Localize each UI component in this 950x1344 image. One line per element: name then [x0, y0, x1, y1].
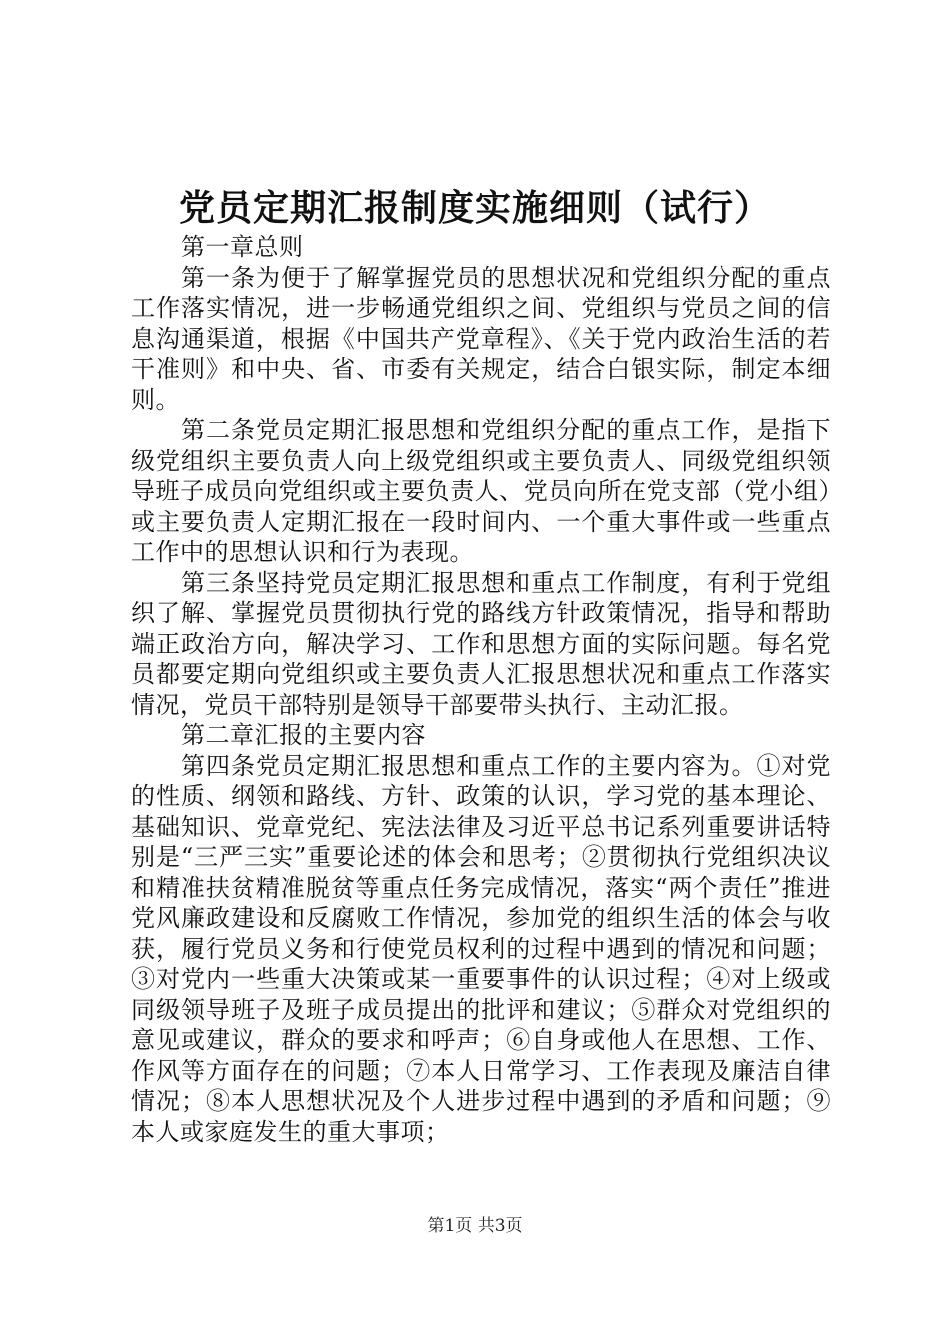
article-3-paragraph: 第三条坚持党员定期汇报思想和重点工作制度，有利于党组织了解、掌握党员贯彻执行党的路线方针政策情况，指导和帮助端正政治方向，解决学习、工作和思想方面的实际问题。每名党员都要定期向党组织或主要负责人汇报思想状况和重点工作落实情况，党员干部特别是领导干部要带头执行、主动汇报。	[131, 568, 831, 719]
document-body	[131, 232, 831, 1147]
chapter-heading-2: 第二章汇报的主要内容	[181, 721, 426, 749]
page-number-footer: 第1页 共3页	[427, 1216, 523, 1236]
chapter-heading-1: 第一章总则	[181, 233, 304, 261]
article-4-paragraph: 第四条党员定期汇报思想和重点工作的主要内容为。①对党的性质、纲领和路线、方针、政策的认识，学习党的基本理论、基础知识、党章党纪、宪法法律及习近平总书记系列重要讲话特别是“三严三实”重要论述的体会和思考；②贯彻执行党组织决议和精准扶贫精准脱贫等重点任务完成情况，落实“两个责任”推进党风廉政建设和反腐败工作情况，参加党的组织生活的体会与收获，履行党员义务和行使党员权利的过程中遇到的情况和问题；③对党内一些重大决策或某一重要事件的认识过程；④对上级或同级领导班子及班子成员提出的批评和建议；⑤群众对党组织的意见或建议，群众的要求和呼声；⑥自身或他人在思想、工作、作风等方面存在的问题；⑦本人日常学习、工作表现及廉洁自律情况；⑧本人思想状况及个人进步过程中遇到的矛盾和问题；⑨本人或家庭发生的重大事项；	[131, 751, 831, 1146]
article-1-paragraph: 第一条为便于了解掌握党员的思想状况和党组织分配的重点工作落实情况，进一步畅通党组织之间、党组织与党员之间的信息沟通渠道，根据《中国共产党章程》、《关于党内政治生活的若干准则》和中央、省、市委有关规定，结合白银实际，制定本细则。	[131, 263, 831, 414]
article-2-paragraph: 第二条党员定期汇报思想和党组织分配的重点工作，是指下级党组织主要负责人向上级党组织或主要负责人、同级党组织领导班子成员向党组织或主要负责人、党员向所在党支部（党小组）或主要负责人定期汇报在一段时间内、一个重大事件或一些重点工作中的思想认识和行为表现。	[131, 416, 831, 566]
document-title: 党员定期汇报制度实施细则（试行）	[178, 187, 771, 229]
